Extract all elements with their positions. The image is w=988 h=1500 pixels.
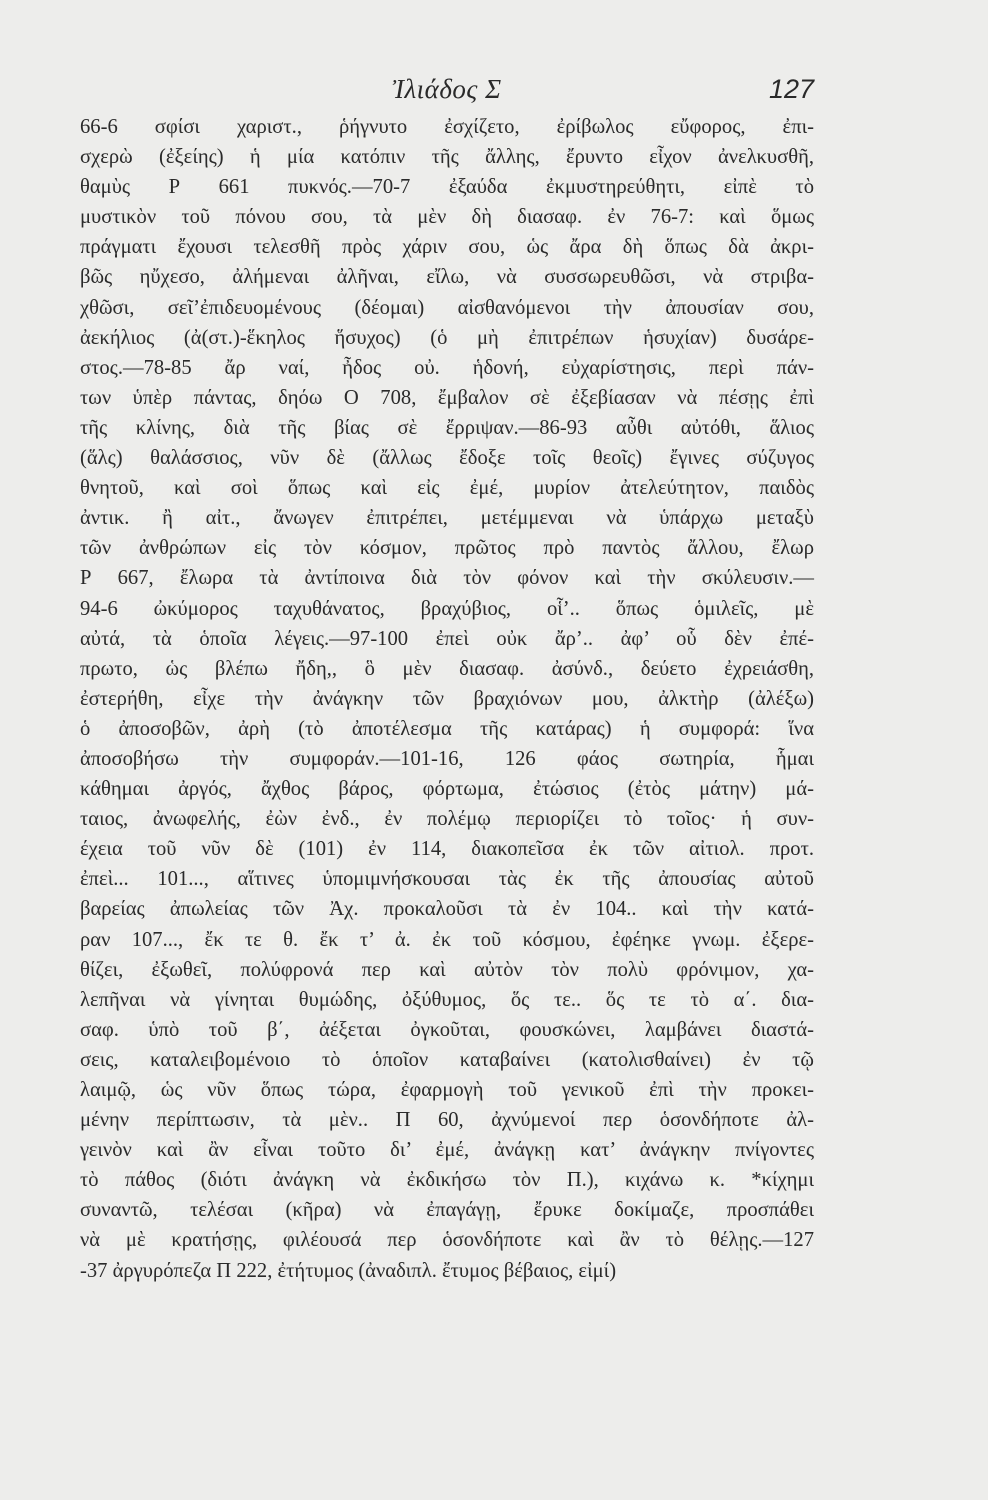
text-line: συναντῶ, τελέσαι (κῆρα) νὰ ἐπαγάγῃ, ἔρυκε δοκίμαζε, προσπάθει [80,1199,814,1222]
text-line: σχερὼ (ἐξείης) ἡ μία κατόπιν τῆς ἄλλης, ἔρυντο εἶχον ἀνελκυσθῆ, [80,146,814,169]
text-line: έχεια τοῦ νῦν δὲ (101) ἐν 114, διακοπεῖσα ἐκ τῶν αἰτιολ. προτ. [80,838,814,861]
text-line: πράγματι ἔχουσι τελεσθῆ πρὸς χάριν σου, ὡς ἄρα δὴ ὅπως δὰ ἀκρι- [80,236,814,259]
text-line: 94-6 ὠκύμορος ταχυθάνατος, βραχύβιος, οἷ’.. ὅπως ὁμιλεῖς, μὲ [80,597,814,620]
text-line: μένην περίπτωσιν, τὰ μὲν.. Π 60, ἀχνύμενοί περ ὁσονδήποτε ἀλ- [80,1109,814,1132]
text-line: (ἅλς) θαλάσσιος, νῦν δὲ (ἄλλως ἔδοξε τοῖς θεοῖς) ἔγινες σύζυγος [80,447,814,470]
text-line: λαιμῷ, ὡς νῦν ὅπως τώρα, ἐφαρμογὴ τοῦ γενικοῦ ἐπὶ τὴν προκει- [80,1079,814,1101]
text-line: ἀεκήλιος (ἀ(στ.)-ἕκηλος ἥσυχος) (ὁ μὴ ἐπιτρέπων ἡσυχίαν) δυσάρε- [80,326,814,349]
text-line: θνητοῦ, καὶ σοὶ ὅπως καὶ εἰς ἐμέ, μυρίον ἀτελεύτητον, παιδὸς [80,477,814,500]
text-line: σαφ. ὑπὸ τοῦ β΄, ἀέξεται ὀγκοῦται, φουσκώνει, λαμβάνει διαστά- [80,1018,814,1041]
text-line: πρωτο, ὡς βλέπω ἤδη,, ὃ μὲν διασαφ. ἀσύνδ., δεύετο ἐχρειάσθη, [80,657,814,680]
text-line: ραν 107..., ἔκ τε θ. ἔκ τ’ ἀ. ἐκ τοῦ κόσμου, ἐφέηκε γνωμ. ἐξερε- [80,928,814,951]
text-line: μυστικὸν τοῦ πόνου σου, τὰ μὲν δὴ διασαφ. ἐν 76-7: καὶ ὅμως [80,206,814,229]
text-line: χθῶσι, σεῖ’ἐπιδευομένους (δέομαι) αἰσθανόμενοι τὴν ἀπουσίαν σου, [80,296,814,319]
text-line: ταιος, ἀνωφελής, ἐὼν ἐνδ., ἐν πολέμῳ περιορίζει τὸ τοῖος· ἡ συν- [80,808,814,831]
text-line: των ὑπὲρ πάντας, δηόω Ο 708, ἔμβαλον σὲ ἐξεβίασαν νὰ πέσῃς ἐπὶ [80,386,814,409]
text-line: νὰ μὲ κρατήσῃς, φιλέουσά περ ὁσονδήποτε καὶ ἂν τὸ θέλῃς.—127 [80,1229,814,1252]
text-line: ἐπεὶ... 101..., αἵτινες ὑπομιμνήσκουσαι τὰς ἐκ τῆς ἀπουσίας αὐτοῦ [80,868,814,891]
text-line: λεπῆναι νὰ γίνηται θυμώδης, ὀξύθυμος, ὅς τε.. ὅς τε τὸ α΄. δια- [80,988,814,1011]
text-line: στος.—78-85 ἄρ ναί, ἦδος οὐ. ἡδονή, εὐχαρίστησις, περὶ πάν- [80,356,814,379]
text-line: ὁ ἀποσοβῶν, ἀρὴ (τὸ ἀποτέλεσμα τῆς κατάρας) ἡ συμφορά: ἵνα [80,717,814,740]
text-line: θίζει, ἐξωθεῖ, πολύφρονά περ καὶ αὐτὸν τὸν πολὺ φρόνιμον, χα- [80,958,814,981]
page-number: 127 [768,74,814,104]
text-line: γεινὸν καὶ ἂν εἶναι τοῦτο δι’ ἐμέ, ἀνάγκῃ κατ’ ἀνάγκην πνίγοντες [80,1139,814,1162]
running-title: Ἰλιάδος Σ [392,74,502,104]
text-line: ἀποσοβήσω τὴν συμφοράν.—101-16, 126 φάος σωτηρία, ἧμαι [80,747,814,770]
page-header [80,74,814,114]
text-line: θαμὺς Ρ 661 πυκνός.—70-7 ἐξαύδα ἐκμυστηρεύθητι, εἰπὲ τὸ [80,176,814,199]
text-line: κάθημαι ἀργός, ἄχθος βάρος, φόρτωμα, ἐτώσιος (ἐτὸς μάτην) μά- [80,778,814,801]
text-line: ἐστερήθη, εἶχε τὴν ἀνάγκην τῶν βραχιόνων μου, ἀλκτὴρ (ἀλέξω) [80,687,814,710]
text-line: -37 ἀργυρόπεζα Π 222, ἐτήτυμος (ἀναδιπλ. ἔτυμος βέβαιος, εἰμί) [80,1259,617,1282]
text-line: τῆς κλίνης, διὰ τῆς βίας σὲ ἔρριψαν.—86-93 αὖθι αὐτόθι, ἅλιος [80,416,814,439]
text-line: σεις, καταλειβομένοιο τὸ ὁποῖον καταβαίνει (κατολισθαίνει) ἐν τῷ [80,1048,814,1071]
text-line: τῶν ἀνθρώπων εἰς τὸν κόσμον, πρῶτος πρὸ παντὸς ἄλλου, ἔλωρ [80,537,814,560]
text-line: τὸ πάθος (διότι ἀνάγκη νὰ ἐκδικήσω τὸν Π.), κιχάνω κ. *κίχημι [80,1169,814,1192]
text-line: Ρ 667, ἔλωρα τὰ ἀντίποινα διὰ τὸν φόνον καὶ τὴν σκύλευσιν.— [80,567,814,590]
text-line: αὐτά, τὰ ὁποῖα λέγεις.—97-100 ἐπεὶ οὐκ ἄρ’.. ἀφ’ οὗ δὲν ἐπέ- [80,627,814,650]
text-line: βῶς ηὔχεσο, ἀλήμεναι ἀλῆναι, εἴλω, νὰ συσσωρευθῶσι, νὰ στριβα- [80,266,814,289]
text-line: ἀντικ. ἢ αἰτ., ἄνωγεν ἐπιτρέπει, μετέμμεναι νὰ ὑπάρχω μεταξὺ [80,507,814,530]
text-line: βαρείας ἀπωλείας τῶν Ἀχ. προκαλοῦσι τὰ ἐν 104.. καὶ τὴν κατά- [80,898,814,921]
commentary-text [80,112,814,1286]
text-line: 66-6 σφίσι χαριστ., ῥήγνυτο ἐσχίζετο, ἐρίβωλος εὔφορος, ἐπι- [80,116,814,138]
